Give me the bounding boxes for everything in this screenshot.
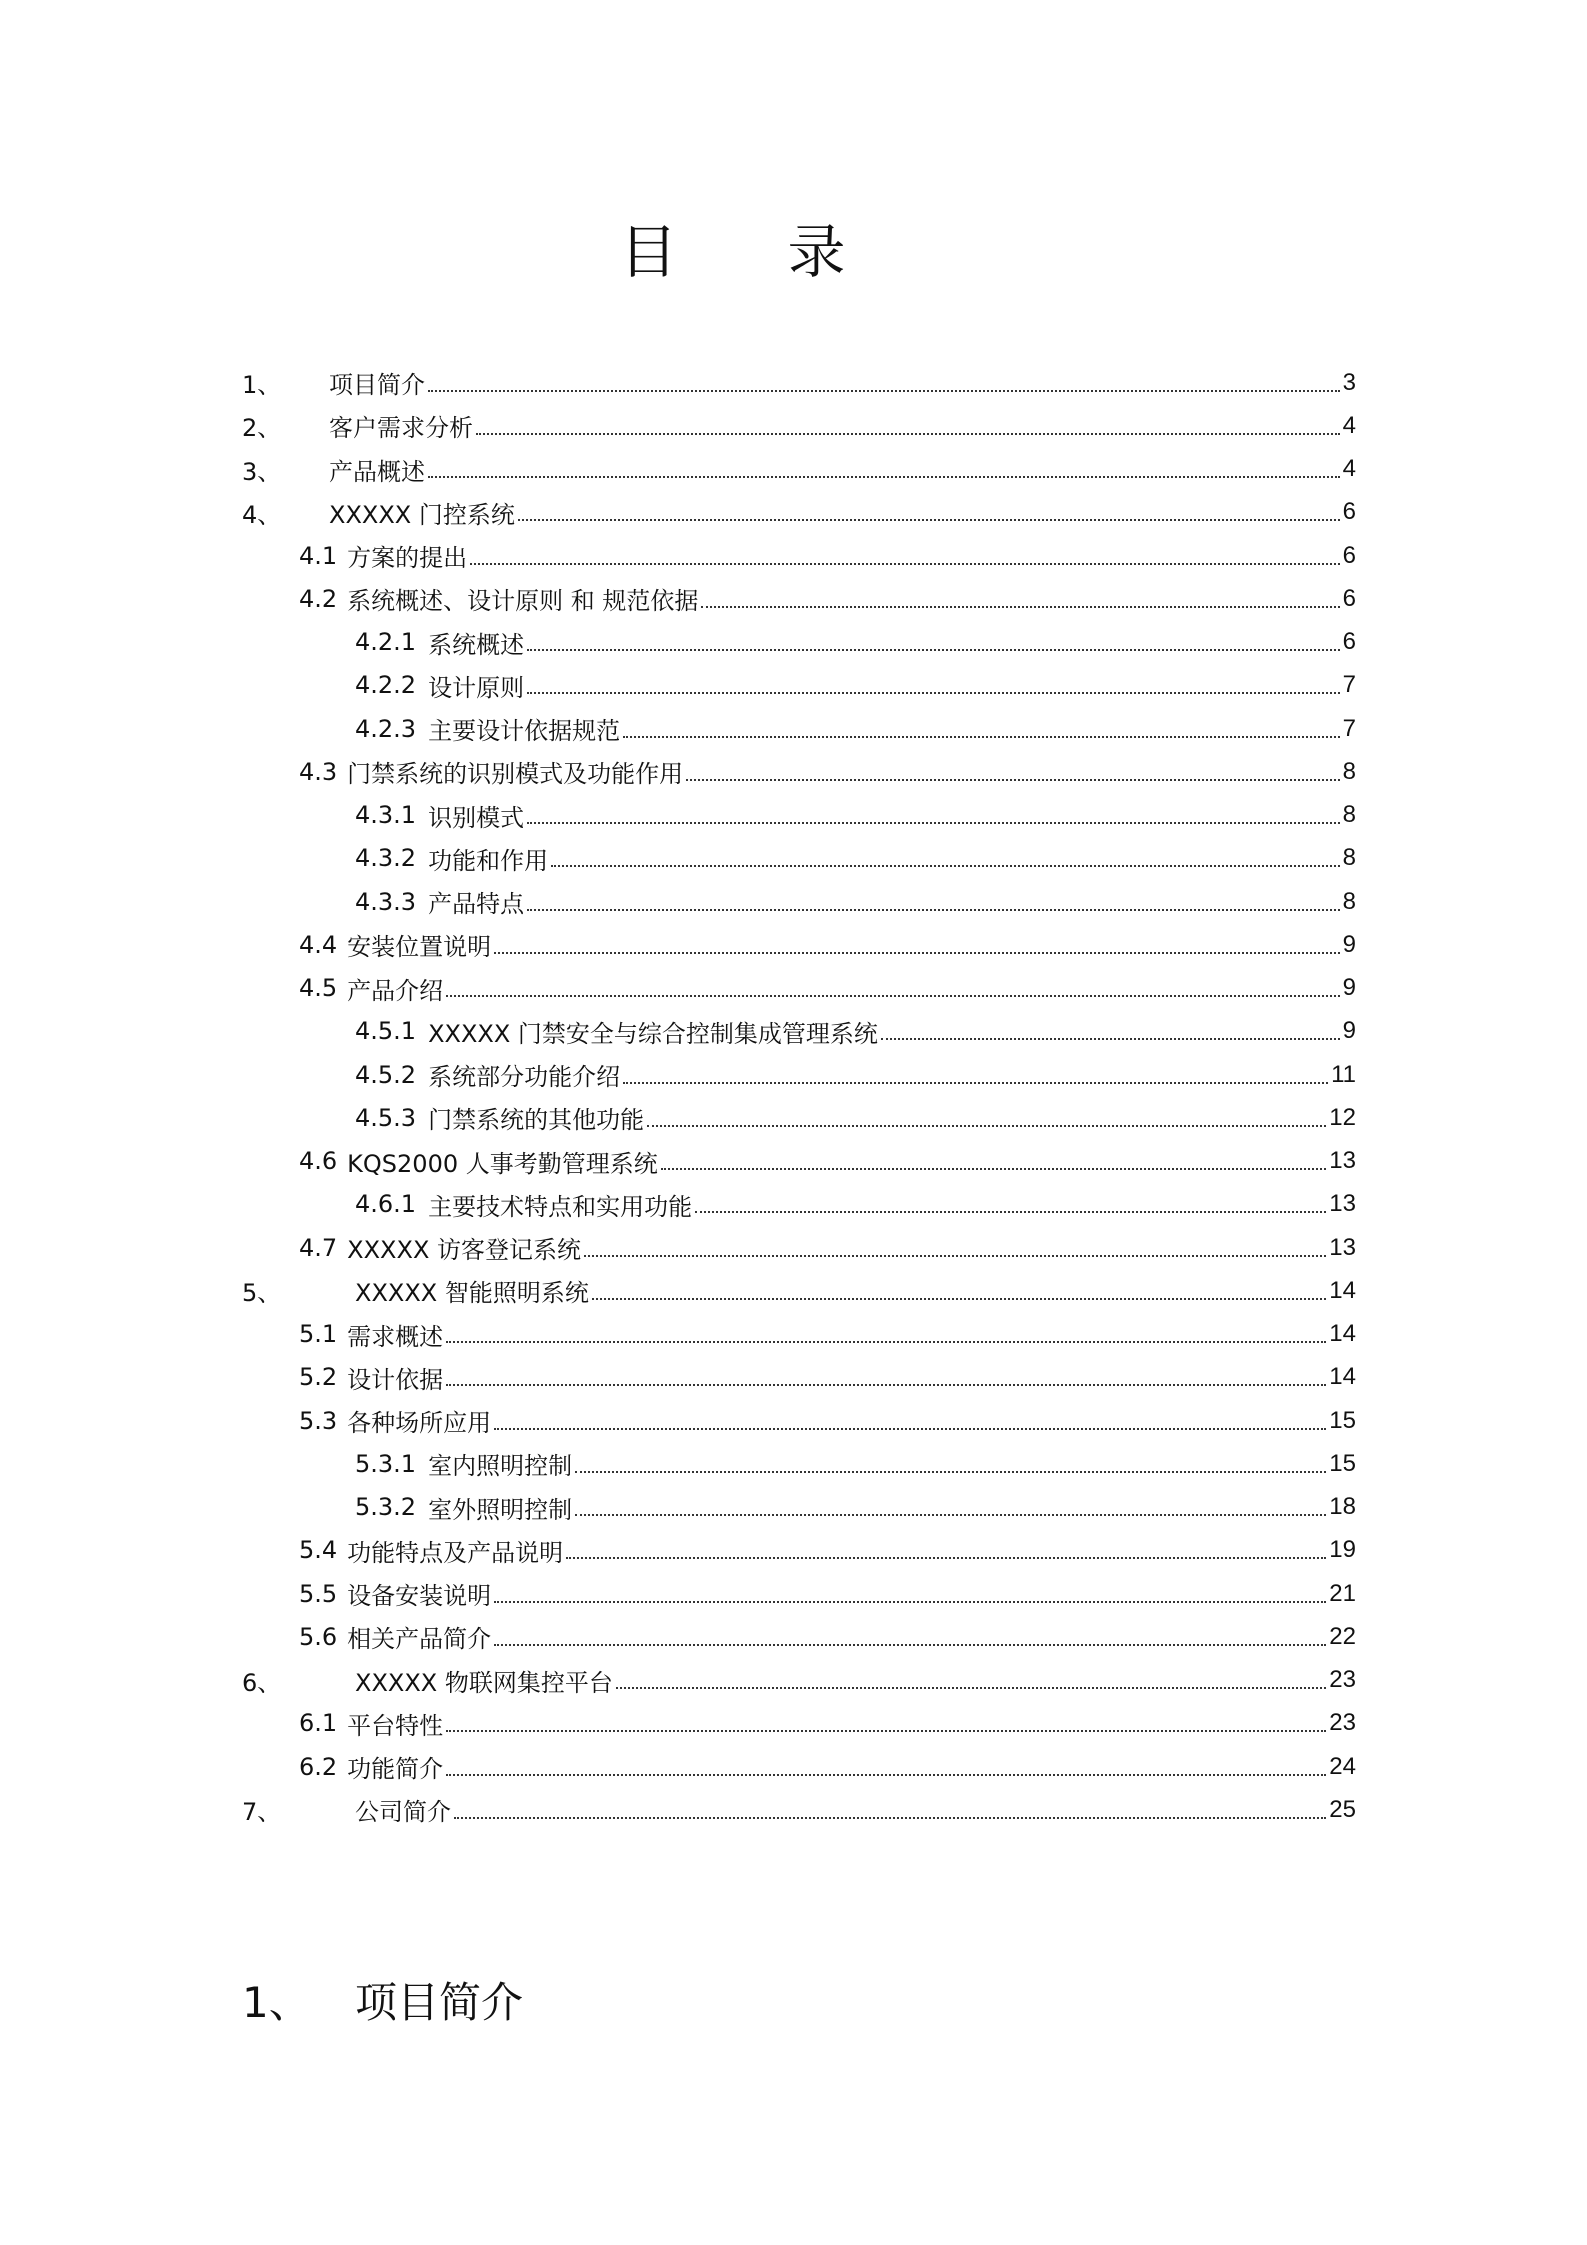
dot-leader <box>446 1384 1326 1386</box>
dot-leader <box>476 433 1340 435</box>
dot-leader <box>695 1211 1326 1213</box>
toc-entry[interactable] <box>242 1442 1356 1485</box>
toc-entry-label: 室内照明控制 <box>428 1452 573 1481</box>
toc-entry-page: 3 <box>1342 368 1356 396</box>
toc-entry-page: 23 <box>1329 1666 1356 1694</box>
toc-entry[interactable] <box>242 621 1356 664</box>
toc-entry[interactable] <box>242 794 1356 837</box>
toc-entry-page: 14 <box>1329 1363 1356 1391</box>
toc-entry-label: 门禁系统的其他功能 <box>428 1106 645 1135</box>
toc-entry-page: 15 <box>1329 1449 1356 1477</box>
toc-entry[interactable] <box>242 534 1356 577</box>
dot-leader <box>494 952 1339 954</box>
toc-entry-label: 需求概述 <box>347 1322 444 1351</box>
toc-entry-number: 4.7 <box>299 1233 338 1262</box>
toc-entry[interactable] <box>242 1096 1356 1139</box>
toc-entry-number: 5.6 <box>299 1622 338 1651</box>
toc-entry-label: 门禁系统的识别模式及功能作用 <box>347 760 684 789</box>
toc-entry-number: 4.2.3 <box>355 714 417 743</box>
toc-entry-label: XXXXX 门控系统 <box>329 500 515 529</box>
toc-entry-label: 设计依据 <box>347 1365 444 1394</box>
dot-leader <box>661 1168 1327 1170</box>
toc-entry-page: 9 <box>1342 930 1356 958</box>
toc-entry[interactable] <box>242 1269 1356 1312</box>
toc-entry-label: 功能特点及产品说明 <box>347 1538 564 1567</box>
toc-entry-number: 4.2.1 <box>355 628 417 657</box>
toc-entry-number: 4、 <box>242 500 282 529</box>
dot-leader <box>527 692 1340 694</box>
toc-entry-number: 4.6 <box>299 1147 338 1176</box>
toc-entry-label: 功能和作用 <box>428 846 549 875</box>
toc-entry-number: 3、 <box>242 457 282 486</box>
toc-entry-page: 6 <box>1342 498 1356 526</box>
dot-leader <box>446 1774 1326 1776</box>
dot-leader <box>701 606 1339 608</box>
toc-entry-number: 4.6.1 <box>355 1190 417 1219</box>
dot-leader <box>647 1125 1326 1127</box>
toc-entry-label: 项目简介 <box>329 371 425 400</box>
toc-entry[interactable] <box>242 1356 1356 1399</box>
toc-entry[interactable] <box>242 750 1356 793</box>
toc-entry[interactable] <box>242 404 1356 447</box>
toc-entry-page: 8 <box>1342 887 1356 915</box>
toc-entry-page: 23 <box>1329 1709 1356 1737</box>
toc-entry-number: 4.5 <box>299 974 338 1003</box>
toc-entry-label: 主要技术特点和实用功能 <box>428 1192 693 1221</box>
toc-entry[interactable] <box>242 1788 1356 1831</box>
dot-leader <box>575 1514 1326 1516</box>
dot-leader <box>470 563 1339 565</box>
toc-entry[interactable] <box>242 1053 1356 1096</box>
toc-entry-page: 15 <box>1329 1406 1356 1434</box>
dot-leader <box>494 1644 1326 1646</box>
toc-entry[interactable] <box>242 1529 1356 1572</box>
toc-entry-label: 各种场所应用 <box>347 1409 492 1438</box>
toc-entry-page: 8 <box>1342 844 1356 872</box>
dot-leader <box>527 822 1340 824</box>
toc-entry-number: 4.5.3 <box>355 1103 417 1132</box>
toc-entry-number: 6、 <box>242 1668 282 1697</box>
toc-entry[interactable] <box>242 967 1356 1010</box>
dot-leader <box>686 779 1339 781</box>
toc-entry-number: 4.3.3 <box>355 887 417 916</box>
toc-entry-number: 4.1 <box>299 541 338 570</box>
toc-entry-label: XXXXX 门禁安全与综合控制集成管理系统 <box>428 1019 878 1048</box>
toc-entry-number: 1、 <box>242 371 282 400</box>
toc-entry[interactable] <box>242 1226 1356 1269</box>
toc-entry-label: 方案的提出 <box>347 544 468 573</box>
dot-leader <box>551 865 1340 867</box>
toc-entry-label: 主要设计依据规范 <box>428 717 621 746</box>
toc-entry[interactable] <box>242 1659 1356 1702</box>
toc-entry[interactable] <box>242 880 1356 923</box>
toc-entry-label: 相关产品简介 <box>347 1625 492 1654</box>
toc-entry-number: 5.4 <box>299 1536 338 1565</box>
toc-entry-page: 4 <box>1342 455 1356 483</box>
toc-entry[interactable] <box>242 707 1356 750</box>
toc-entry-page: 12 <box>1329 1103 1356 1131</box>
toc-entry-page: 7 <box>1342 714 1356 742</box>
toc-entry-label: 功能简介 <box>347 1755 444 1784</box>
toc-entry-page: 24 <box>1329 1752 1356 1780</box>
dot-leader <box>527 909 1340 911</box>
dot-leader <box>592 1298 1326 1300</box>
toc-entry-label: 设备安装说明 <box>347 1582 492 1611</box>
toc-entry-label: XXXXX 物联网集控平台 <box>355 1668 613 1697</box>
toc-entry[interactable] <box>242 1399 1356 1442</box>
toc-entry-label: XXXXX 访客登记系统 <box>347 1236 582 1265</box>
toc-entry[interactable] <box>242 1486 1356 1529</box>
toc-entry-label: 室外照明控制 <box>428 1495 573 1524</box>
dot-leader <box>566 1557 1326 1559</box>
toc-entry-number: 5.2 <box>299 1363 338 1392</box>
toc-entry-label: XXXXX 智能照明系统 <box>355 1279 589 1308</box>
toc-entry-label: 识别模式 <box>428 803 525 832</box>
toc-entry[interactable] <box>242 1313 1356 1356</box>
toc-entry[interactable] <box>242 491 1356 534</box>
toc-entry[interactable] <box>242 1140 1356 1183</box>
toc-entry-number: 5.3.2 <box>355 1493 417 1522</box>
dot-leader <box>584 1255 1326 1257</box>
toc-entry-number: 4.5.1 <box>355 1017 417 1046</box>
toc-entry-label: 产品特点 <box>428 890 525 919</box>
toc-entry-page: 13 <box>1329 1147 1356 1175</box>
toc-entry-page: 11 <box>1331 1060 1356 1088</box>
toc-entry-page: 13 <box>1329 1190 1356 1218</box>
toc-entry[interactable] <box>242 923 1356 966</box>
toc-entry-page: 13 <box>1329 1233 1356 1261</box>
dot-leader <box>454 1817 1326 1819</box>
toc-entry-number: 4.2.2 <box>355 671 417 700</box>
dot-leader <box>428 390 1340 392</box>
toc-entry[interactable] <box>242 1572 1356 1615</box>
toc-entry-number: 4.3 <box>299 757 338 786</box>
toc-entry-page: 8 <box>1342 757 1356 785</box>
dot-leader <box>428 476 1340 478</box>
toc-entry-label: 平台特性 <box>347 1711 444 1740</box>
title-right: 录 <box>787 218 846 286</box>
toc-entry[interactable] <box>242 361 1356 404</box>
toc-entry-number: 4.3.2 <box>355 844 417 873</box>
toc-entry-page: 6 <box>1342 541 1356 569</box>
toc-entry-page: 7 <box>1342 671 1356 699</box>
toc-entry-number: 7、 <box>242 1798 282 1827</box>
toc-entry-page: 9 <box>1342 1017 1356 1045</box>
toc-entry-number: 6.2 <box>299 1752 338 1781</box>
toc-entry-page: 6 <box>1342 628 1356 656</box>
toc-entry-number: 5.5 <box>299 1579 338 1608</box>
toc-entry[interactable] <box>242 837 1356 880</box>
toc-entry[interactable] <box>242 577 1356 620</box>
dot-leader <box>527 649 1340 651</box>
toc-entry-label: 设计原则 <box>428 673 525 702</box>
toc-entry-number: 4.5.2 <box>355 1060 417 1089</box>
toc-entry[interactable] <box>242 1702 1356 1745</box>
dot-leader <box>881 1038 1340 1040</box>
section-heading <box>242 1970 523 2030</box>
toc-entry-page: 19 <box>1329 1536 1356 1564</box>
dot-leader <box>494 1428 1326 1430</box>
section-heading-number: 1、 <box>242 1978 311 2027</box>
toc-entry-label: 客户需求分析 <box>329 414 473 443</box>
toc-entry-page: 22 <box>1329 1622 1356 1650</box>
toc-entry-page: 21 <box>1329 1579 1356 1607</box>
toc-entry-number: 5、 <box>242 1279 282 1308</box>
title-left: 目 <box>619 218 678 286</box>
dot-leader <box>623 736 1340 738</box>
toc-entry-number: 2、 <box>242 414 282 443</box>
toc-entry-number: 5.3 <box>299 1406 338 1435</box>
toc-entry[interactable] <box>242 1615 1356 1658</box>
toc-entry[interactable] <box>242 1745 1356 1788</box>
toc-entry-label: 产品概述 <box>329 457 425 486</box>
toc-entry-page: 8 <box>1342 801 1356 829</box>
dot-leader <box>518 519 1340 521</box>
dot-leader <box>446 1341 1326 1343</box>
toc-entry[interactable] <box>242 448 1356 491</box>
toc-entry-label: 系统部分功能介绍 <box>428 1063 621 1092</box>
toc-entry-label: 系统概述 <box>428 630 525 659</box>
toc-entry-page: 14 <box>1329 1276 1356 1304</box>
toc-entry-page: 14 <box>1329 1320 1356 1348</box>
dot-leader <box>575 1471 1326 1473</box>
toc-entry-page: 9 <box>1342 974 1356 1002</box>
table-of-contents <box>242 361 1356 1832</box>
dot-leader <box>446 995 1339 997</box>
toc-entry-number: 4.2 <box>299 584 338 613</box>
toc-entry[interactable] <box>242 1010 1356 1053</box>
toc-entry-label: 系统概述、设计原则 和 规范依据 <box>347 587 699 616</box>
toc-entry-label: 产品介绍 <box>347 976 444 1005</box>
toc-entry-label: 公司简介 <box>355 1798 451 1827</box>
toc-entry-page: 18 <box>1329 1493 1356 1521</box>
toc-entry[interactable] <box>242 1183 1356 1226</box>
toc-entry-label: KQS2000 人事考勤管理系统 <box>347 1149 658 1178</box>
dot-leader <box>623 1082 1328 1084</box>
dot-leader <box>446 1730 1326 1732</box>
page-title <box>0 205 1465 289</box>
dot-leader <box>616 1687 1326 1689</box>
toc-entry-number: 5.3.1 <box>355 1449 417 1478</box>
toc-entry-page: 25 <box>1329 1795 1356 1823</box>
toc-entry-page: 6 <box>1342 584 1356 612</box>
toc-entry-number: 4.4 <box>299 930 338 959</box>
toc-entry-page: 4 <box>1342 411 1356 439</box>
toc-entry-number: 5.1 <box>299 1320 338 1349</box>
section-heading-label: 项目简介 <box>355 1978 524 2027</box>
dot-leader <box>494 1601 1326 1603</box>
toc-entry-number: 4.3.1 <box>355 801 417 830</box>
toc-entry[interactable] <box>242 664 1356 707</box>
toc-entry-number: 6.1 <box>299 1709 338 1738</box>
toc-entry-label: 安装位置说明 <box>347 933 492 962</box>
